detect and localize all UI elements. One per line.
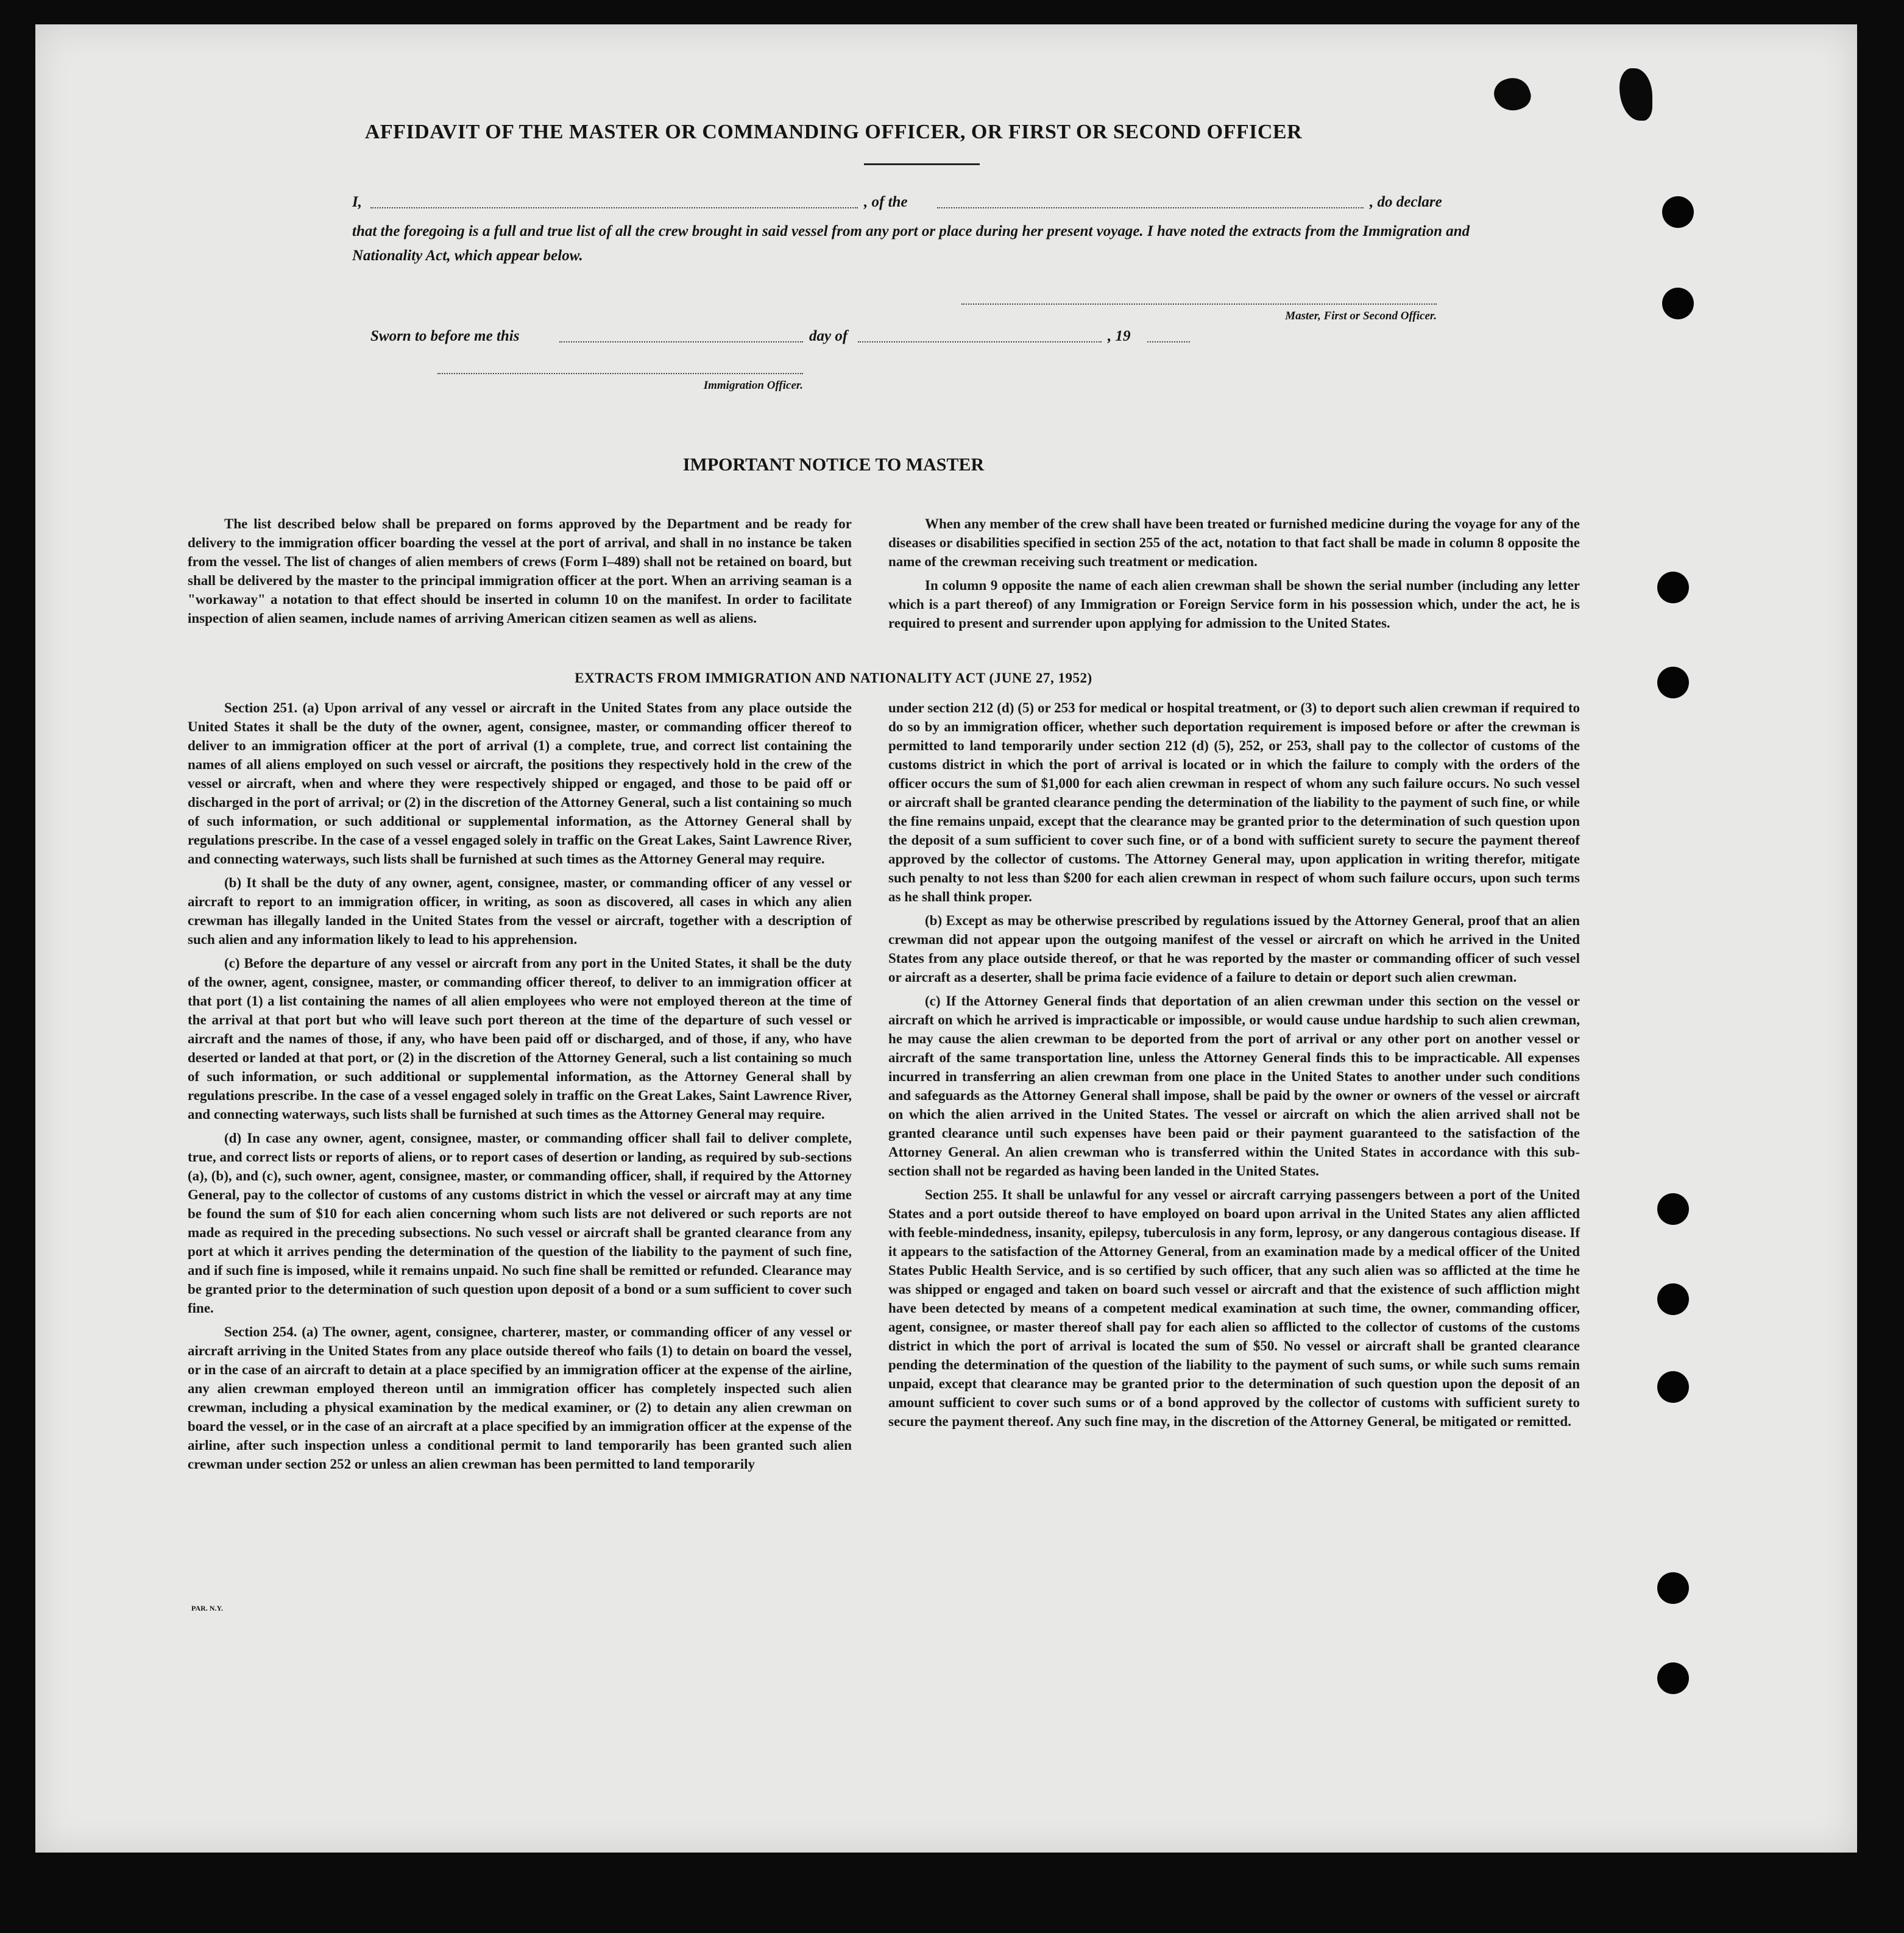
section-251-b: (b) It shall be the duty of any owner, agent, consignee, master, or commanding officer of any vessel or aircraft to report to an immigration officer, in writing, as soon as discovered, all cases in which any alien crewman has illegally landed in the United States from the vessel or aircraft, together with a description of such alien and any information likely to lead to his apprehension. [188, 875, 852, 947]
year-prefix: , 19 [1108, 328, 1131, 344]
of-the-label: , of the [864, 194, 908, 210]
section-251-a: Section 251. (a) Upon arrival of any vessel or aircraft in the United States from any place outside the United States it shall be the duty of the owner, agent, consignee, master, or commanding officer thereof to deliver to an immigration officer at the port of arrival (1) a complete, true, and correct list containing the names of all aliens employed on such vessel or aircraft, the positions they respectively hold in the crew of the vessel or aircraft, when and where they were respectively shipped or engaged, and those to be paid off or discharged in the port of arrival; or (2) in the discretion of the Attorney General, such a list containing so much of such information, or such additional or supplemental information, as the Attorney General shall by regulations prescribe. In the case of a vessel engaged solely in traffic on the Great Lakes, Saint Lawrence River, and connecting waterways, such lists shall be furnished at such times as the Attorney General may require. [188, 700, 852, 867]
printer-mark: PAR. N.Y. [191, 1604, 224, 1612]
master-signature-line [961, 303, 1437, 305]
i-label: I, [352, 194, 362, 210]
declaration-block [352, 194, 1473, 268]
notice-right-paragraph-1: When any member of the crew shall have been treated or furnished medicine during the voyage for any of the diseases or disabilities specified in section 255 of the act, notation to that fact shall be made in column 8 opposite the name of the crewman receiving such treatment or medication. [888, 516, 1580, 569]
sworn-month-blank [858, 341, 1102, 342]
extracts-right-column [888, 698, 1580, 1436]
notice-left-paragraph: The list described below shall be prepared on forms approved by the Department and be ready for delivery to the immigration officer boarding the vessel at the port of arrival, and shall in no instance be taken from the vessel. The list of changes of alien members of crews (Form I–489) shall not be retained on board, but shall be delivered by the master to the principal immigration officer at the port. When an arriving seaman is a "workaway" a notation to that effect should be inserted in column 10 on the manifest. In order to facilitate inspection of alien seamen, include names of arriving American citizen seamen as well as aliens. [188, 516, 852, 626]
section-255: Section 255. It shall be unlawful for any vessel or aircraft carrying passengers between a port of the United States and a port outside thereof to have employed on board upon arrival in the United States any alien afflicted with feeble-mindedness, insanity, epilepsy, tuberculosis in any form, leprosy, or any dangerous contagious disease. If it appears to the satisfaction of the Attorney General, from an examination made by a medical officer of the United States Public Health Service, and is so certified by such officer, that any such alien was so afflicted at the time he was shipped or engaged and taken on board such vessel or aircraft and that the existence of such affliction might have been detected by means of a competent medical examination at such time, the owner, commanding officer, agent, consignee, or master thereof shall pay for each alien so afflicted to the collector of customs of the customs district in which the port of arrival is located the sum of $50. No vessel or aircraft shall be granted clearance pending the determination of the question of the liability to the payment of such sums, or while such sums remain unpaid, except that clearance may be granted prior to the determination of such question upon the deposit of an amount sufficient to cover such sums or of a bond approved by the collector of customs with sufficient surety to secure the payment thereof. Any such fine may, in the discretion of the Attorney General, be mitigated or remitted. [888, 1187, 1580, 1429]
section-254-a-continued: under section 212 (d) (5) or 253 for medical or hospital treatment, or (3) to deport such alien crewman if required to do so by an immigration officer, whether such deportation requirement is imposed before or after the crewman is permitted to land temporarily under section 212 (d) (5), 252, or 253, shall pay to the collector of customs of the customs district in which the port of arrival is located or in which the failure to comply with the orders of the officer occurs the sum of $1,000 for each alien crewman in respect of whom any such failure occurs. No such vessel or aircraft shall be granted clearance pending the determination of the liability to the payment of such fine, or while the fine remains unpaid, except that the clearance may be granted prior to the determination of such question upon the deposit of a sum sufficient to cover such fine, or of a bond with sufficient surety to secure the payment thereof approved by the collector of customs. The Attorney General may, upon application in writing therefor, mitigate such penalty to not less than $200 for each alien crewman in respect of whom such failure occurs, upon such terms as he shall think proper. [888, 700, 1580, 904]
punch-hole-6 [1657, 1283, 1689, 1315]
notice-right-paragraph-2: In column 9 opposite the name of each alien crewman shall be shown the serial number (including any letter which is a part thereof) of any Immigration or Foreign Service form in his possession which, under the act, he is required to present and surrender upon applying for admission to the United States. [888, 578, 1580, 631]
damage-mark-2 [1619, 68, 1652, 121]
document-page [35, 24, 1857, 1853]
day-of-label: day of [809, 328, 848, 344]
section-254-a: Section 254. (a) The owner, agent, consignee, charterer, master, or commanding officer of any vessel or aircraft arriving in the United States from any place outside thereof who fails (1) to detain on board the vessel, or in the case of an aircraft to detain at a place specified by an immigration officer at the expense of the airline, any alien crewman employed thereon until an immigration officer has completely inspected such alien crewman, including a physical examination by the medical examiner, or (2) to detain any alien crewman on board the vessel, or in the case of an aircraft at a place specified by an immigration officer at the expense of the airline, after such inspection unless a conditional permit to land temporarily has been granted such alien crewman under section 252 or unless an alien crewman has been permitted to land temporarily [188, 1324, 852, 1472]
punch-hole-9 [1657, 1662, 1689, 1694]
punch-hole-4 [1657, 667, 1689, 698]
punch-hole-5 [1657, 1193, 1689, 1225]
punch-hole-7 [1657, 1371, 1689, 1403]
notice-title: IMPORTANT NOTICE TO MASTER [682, 455, 985, 475]
master-signature-caption: Master, First or Second Officer. [1285, 310, 1437, 322]
extracts-left-column [188, 698, 852, 1478]
punch-hole-1 [1662, 196, 1694, 228]
officer-signature-line [437, 373, 803, 374]
section-254-b: (b) Except as may be otherwise prescribed by regulations issued by the Attorney General, proof that an alien crewman did not appear upon the outgoing manifest of the vessel or aircraft on which he arrived in the United States from any place outside thereof, or that he was reported by the master or commanding officer of such vessel or aircraft as a deserter, shall be prima facie evidence of a failure to detain or deport such alien crewman. [888, 913, 1580, 985]
year-blank [1147, 341, 1190, 342]
damage-mark-1 [1490, 73, 1535, 116]
officer-caption: Immigration Officer. [703, 379, 803, 392]
vessel-blank [937, 207, 1364, 208]
extracts-title: EXTRACTS FROM IMMIGRATION AND NATIONALITY ACT (JUNE 27, 1952) [575, 670, 1092, 686]
notice-right-column [888, 514, 1580, 637]
sworn-prefix: Sworn to before me this [370, 328, 520, 344]
declaration-line [352, 194, 1473, 216]
declaration-text: that the foregoing is a full and true list of all the crew brought in said vessel from any port or place during her present voyage. I have noted the extracts from the Immigration and Nationality Act, which appear below. [352, 223, 1470, 264]
do-declare-label: , do declare [1370, 194, 1442, 210]
punch-hole-3 [1657, 572, 1689, 603]
section-251-d: (d) In case any owner, agent, consignee, master, or commanding officer shall fail to deliver complete, true, and correct lists or reports of aliens, or to report cases of desertion or landing, as required by sub-sections (a), (b), and (c), such owner, agent, consignee, master, or commanding officer, shall, if required by the Attorney General, pay to the collector of customs of any customs district in which the vessel or aircraft may at any time be found the sum of $10 for each alien concerning whom such lists are not delivered or such reports are not made as required in the preceding subsections. No such vessel or aircraft shall be granted clearance from any port at which it arrives pending the determination of the question of the liability to the payment of such fine, and if such fine is imposed, while it remains unpaid. No such fine shall be remitted or refunded. Clearance may be granted prior to the determination of such question upon deposit of a bond or a sum sufficient to cover such fine. [188, 1130, 852, 1316]
section-254-c: (c) If the Attorney General finds that deportation of an alien crewman under this section on the vessel or aircraft on which he arrived is impracticable or impossible, or would cause undue hardship to such alien crewman, he may cause the alien crewman to be deported from the port of arrival or any other port on another vessel or aircraft of the same transportation line, unless the Attorney General finds this to be impracticable. All expenses incurred in transferring an alien crewman from one place in the United States to another under such conditions and safeguards as the Attorney General shall impose, shall be paid by the owner or owners of the vessel or aircraft on which the alien arrived in the United States. The vessel or aircraft on which the alien arrived shall not be granted clearance until such expenses have been paid or their payment guaranteed to the satisfaction of the Attorney General. An alien crewman who is transferred within the United States in accordance with this sub-section shall not be regarded as having been landed in the United States. [888, 993, 1580, 1179]
notice-left-column [188, 514, 852, 633]
title-underline [864, 163, 980, 165]
affidavit-title: AFFIDAVIT OF THE MASTER OR COMMANDING OFFICER, OR FIRST OR SECOND OFFICER [364, 121, 1303, 143]
name-blank [370, 207, 858, 208]
punch-hole-2 [1662, 288, 1694, 319]
punch-hole-8 [1657, 1572, 1689, 1604]
sworn-day-blank [559, 341, 803, 342]
section-251-c: (c) Before the departure of any vessel or aircraft from any port in the United States, it shall be the duty of the owner, agent, consignee, master, or commanding officer thereof, to deliver to an immigration officer at that port (1) a list containing the names of all alien employees who were not employed thereon at the time of the arrival at that port but who will leave such port thereon at the time of the departure of such vessel or aircraft and the names of those, if any, who have been paid off or discharged, and of those, if any, who have deserted or landed at that port, or (2) in the discretion of the Attorney General, such a list containing so much of such information, or such additional or supplemental information, as the Attorney General shall by regulations prescribe. In the case of a vessel engaged solely in traffic on the Great Lakes, Saint Lawrence River, and connecting waterways, such lists shall be furnished at such times as the Attorney General may require. [188, 956, 852, 1122]
